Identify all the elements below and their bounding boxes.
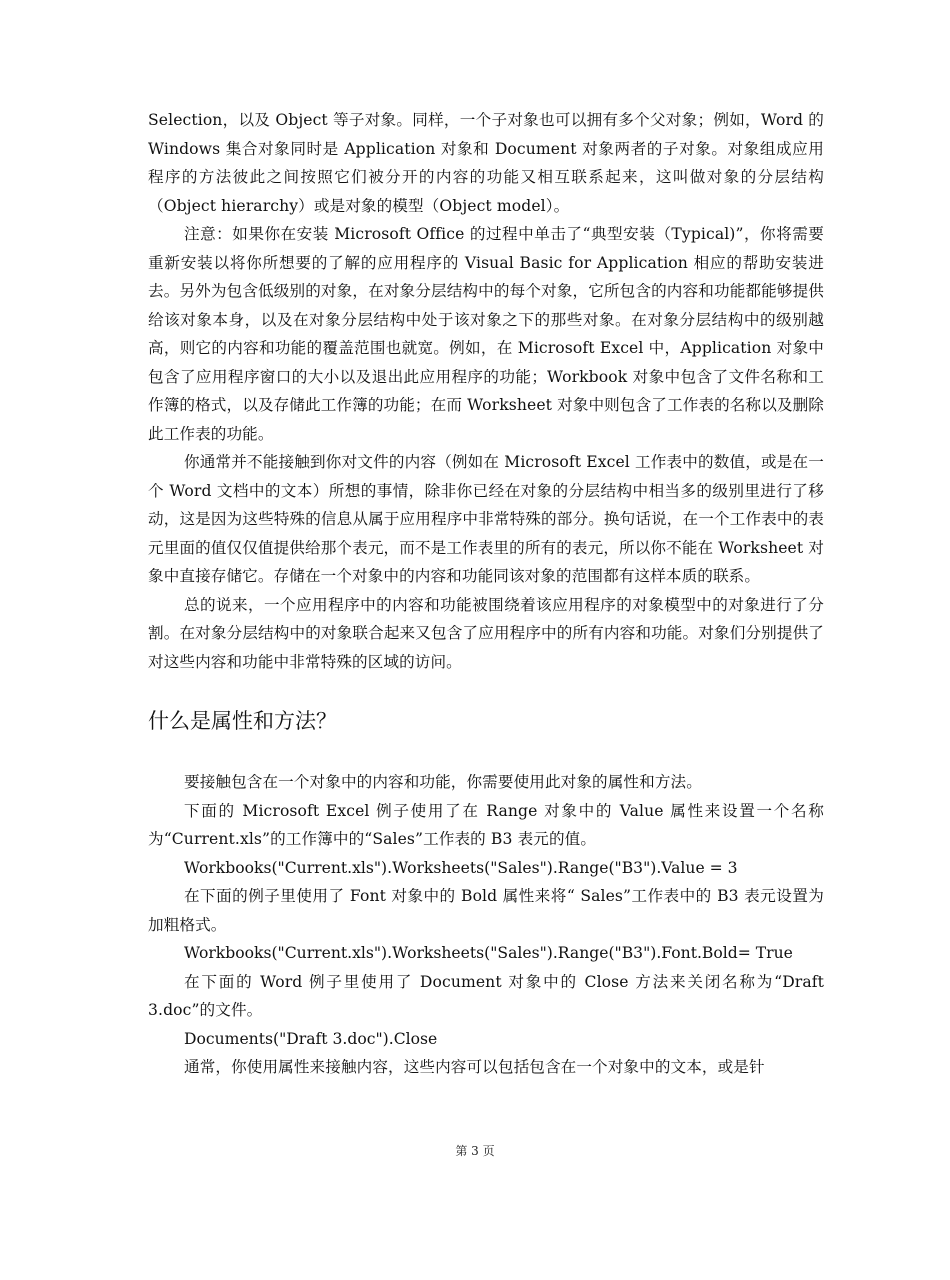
paragraph-bold-example: 在下面的例子里使用了 Font 对象中的 Bold 属性来将“ Sales”工作表中的 B3 表元设置为加粗格式。 (148, 887, 824, 934)
page-number-footer: 第 3 页 (455, 1144, 495, 1158)
document-page (148, 106, 824, 1082)
paragraph-word-close-example: 在下面的 Word 例子里使用了 Document 对象中的 Close 方法来关闭名称为“Draft 3.doc”的文件。 (148, 972, 824, 1019)
paragraph-object-hierarchy: Selection，以及 Object 等子对象。同样，一个子对象也可以拥有多个父对象；例如，Word 的 Windows 集合对象同时是 Application 对象和 Document 对象两者的子对象。对象组成应用程序的方法彼此之间按照它们被分开的内容的功能又相互联系起来，这叫做对象的分层结构（Object hierarchy）或是对象的模型（Object model）。 (148, 111, 824, 215)
code-line-close: Documents("Draft 3.doc").Close (184, 1029, 438, 1048)
paragraph-summary: 总的说来，一个应用程序中的内容和功能被围绕着该应用程序的对象模型中的对象进行了分割。在对象分层结构中的对象联合起来又包含了应用程序中的所有内容和功能。对象们分别提供了对这些内容和功能中非常特殊的区域的访问。 (148, 595, 824, 671)
code-line-bold: Workbooks("Current.xls").Worksheets("Sales").Range("B3").Font.Bold= True (184, 944, 793, 962)
code-line-value: Workbooks("Current.xls").Worksheets("Sales").Range("B3").Value = 3 (184, 858, 738, 877)
paragraph-properties-usage: 通常，你使用属性来接触内容，这些内容可以包括包含在一个对象中的文本，或是针 (184, 1058, 765, 1076)
paragraph-intro-properties: 要接触包含在一个对象中的内容和功能，你需要使用此对象的属性和方法。 (184, 773, 702, 791)
section-heading-properties-methods: 什么是属性和方法？ (148, 709, 337, 733)
paragraph-excel-value-example: 下面的 Microsoft Excel 例子使用了在 Range 对象中的 Value 属性来设置一个名称为“Current.xls”的工作簿中的“Sales”工作表的 B3 表元的值。 (148, 801, 824, 848)
paragraph-note-install: 注意：如果你在安装 Microsoft Office 的过程中单击了“典型安装（Typical)”，你将需要重新安装以将你所想要的了解的应用程序的 Visual Basic for Application 相应的帮助安装进去。另外为包含低级别的对象，在对象分层结构中的每个对象，它所包含的内容和功能都能够提供给该对象本身，以及在对象分层结构中处于该对象之下的那些对象。在对象分层结构中的级别越高，则它的内容和功能的覆盖范围也就宽。例如，在 Microsoft Excel 中，Application 对象中包含了应用程序窗口的大小以及退出此应用程序的功能；Workbook 对象中包含了文件名称和工作簿的格式，以及存储此工作簿的功能；在而 Worksheet 对象中则包含了工作表的名称以及删除此工作表的功能。 (148, 225, 824, 443)
paragraph-access-content: 你通常并不能接触到你对文件的内容（例如在 Microsoft Excel 工作表中的数值，或是在一个 Word 文档中的文本）所想的事情，除非你已经在对象的分层结构中相当多的级别里进行了移动，这是因为这些特殊的信息从属于应用程序中非常特殊的部分。换句话说，在一个工作表中的表元里面的值仅仅值提供给那个表元，而不是工作表里的所有的表元，所以你不能在 Worksheet 对象中直接存储它。存储在一个对象中的内容和功能同该对象的范围都有这样本质的联系。 (148, 453, 824, 585)
